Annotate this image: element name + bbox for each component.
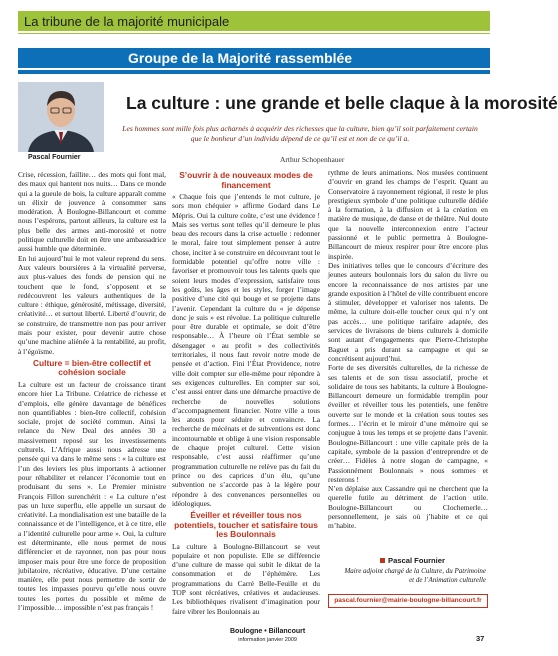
section-title: La tribune de la majorité municipale (24, 14, 230, 29)
article-headline: La culture : une grande et belle claque à la morosité (126, 93, 558, 113)
epigraph-author: Arthur Schopenhauer (280, 155, 345, 164)
photo-caption: Pascal Fournier (28, 154, 81, 161)
paragraph: En lui aujourd’hui le mot valeur reprend du sens. Aux valeurs boursières à la virtualité perverse, aux plus-values des fonds de pension qui ne touchent que le fond, s’opposent et se redécouvrent les valeurs authentiques de la culture : éthique, générosité, métissage, diversité, créativité… et surtout liberté. Liberté d’ouvrir, de se construire, de transmettre non pas pour arriver mais pour exister, pour devenir autre chose qu’une machine aliénée à la rentabilité, au profit, à l’égoïsme. (18, 253, 166, 356)
article-column-3 (328, 168, 488, 556)
subheading: S’ouvrir à de nouveaux modes de financement (179, 170, 313, 190)
subheading: Culture = bien-être collectif et cohésion sociale (33, 357, 151, 378)
banner-divider (18, 70, 490, 74)
paragraph: « Chaque fois que j’entends le mot culture, je sors mon chéquier » affirme Godard dans Le Mépris. Oui la culture coûte, c’est une évidence ! Mais ses vertus sont telles qu’il demeure le plus beau des recours dans la crise actuelle : redonner le moral, faire tout simplement penser à autre chose, inciter à se construire en découvrant tout le formidable potentiel qu’offre notre ville : favoriser et promouvoir tous les talents quels que soient leurs modes d’expression, satisfaire tous les goûts, les âges et les styles, forger l’image positive d’une cité qui bouge et se projette dans l’avenir. Cependant la culture du « je dépense donc je suis » est révolue. La politique culturelle pour être durable et optimale, se doit d’être responsable… À l’heure où l’État semble se désengager « au profit » des collectivités territoriales, il nous faut revoir notre mode de pensée et d’action. Fini l’État Providence, notre ville doit compter sur elle-même pour répondre à ses exigences culturelles. En compter sur soi, c’est aussi entrer dans une démarche proactive de recherche de nouvelles solutions d’accompagnement financier. Notre ville a tous les atouts pour séduire et convaincre. La recherche de mécénats et de subventions est donc incontournable et oblige à une vision responsable de chaque projet culturel. Cette vision responsable, c’est aussi réaffirmer qu’une programmation culturelle ne relève pas du fait du prince ou des caprices d’un élu, qu’une subvention ne s’accorde pas à la légère pour répondre à des convenances personnelles ou idéologiques. (172, 192, 320, 508)
paragraph: Crise, récession, faillite… des mots qui font mal, des maux qui hantent nos nuits… Dans ce monde qui a la gueule de bois, la culture apparaît comme un élixir de jouvence à consommer sans modération. À Boulogne-Billancourt et comme nous l’espérons, partout ailleurs, la culture est la plus belle des armes anti-morosité et notre politique culturelle doit en être une ambassadrice aussi humble que déterminée. (18, 170, 166, 254)
subheading: Éveiller et réveiller tous nos potentiels, toucher et satisfaire tous les Boulonnais (174, 510, 318, 540)
paragraph: Des initiatives telles que le concours d’écriture des jeunes auteurs boulonnais lors du salon du livre ou encore la reconnaissance de nos artistes par une grande exposition à l’hôtel de ville contribuent encore à stimuler, développer et valoriser nos talents. De même, la culture doit-elle toucher ceux qui n’y ont pas accès… une politique tarifaire adaptée, des services de livraisons de biens culturels à domicile sont autant d’engagements que Pierre-Christophe Baguet a pris durant sa campagne et qui se concrétisent aujourd’hui. (328, 260, 488, 363)
article-column-1 (18, 170, 166, 616)
signature-name: Pascal Fournier (388, 556, 445, 565)
signature (380, 556, 445, 565)
paragraph: N’en déplaise aux Cassandre qui ne cherchent que la querelle futile au détriment de l’action utile. Boulogne-Billancourt ou Clochemerle… personnellement, je sais où j’habite et ce qui m’habite. (328, 484, 488, 531)
signature-role: Maire adjoint chargé de la Culture, du Patrimoine et de l’Animation culturelle (344, 567, 486, 584)
page-number: 37 (476, 634, 485, 643)
publication-name: Boulogne • Billancourt (230, 628, 306, 635)
section-divider (18, 33, 490, 34)
paragraph: La culture est un facteur de croissance tirant encore hier La Tribune. Créatrice de richesse et d’emplois, elle génère davantage de bénéfices non quantifiables : bien-être collectif, cohésion sociale, projet de société commun. Ainsi la relance du New Deal des années 30 a massivement reposé sur les investissements culturels. L’Afrique aussi nous adresse une pensée qui va dans le même sens : « la culture est l’un des leviers les plus importants à actionner pour réhabiliter et relancer l’économie tout en produisant du sens ». Le Premier ministre François Fillon surenchérit : « La culture n’est pas un luxe superflu, elle appelle un sursaut de créativité. La mondialisation est une bataille de la connaissance et de l’intelligence, et à ce titre, elle a l’identité culturelle pour arme ». Oui, la culture est déterminante, elle nous permet de nous différencier et de rayonner, non pas pour nous imposer mais pour être une force de proposition jubilatoire, récréative, éducative. D’une certaine manière, elle peut nous permettre de sortir de toutes les impasses pourvu qu’elle nous ouvre toutes les portes du possible et même de l’impossible… impossible n’est pas français ! (18, 379, 166, 613)
banner-title: Groupe de la Majorité rassemblée (128, 50, 353, 66)
article-column-2 (172, 168, 320, 616)
paragraph: La culture à Boulogne-Billancourt se veut populaire et non populiste. Elle se différencie d’une culture de masse qui subit le diktat de la consommation et de l’éphémère. Les programmations du Carré Belle-Feuille et du TOP sont récréatives, créatives et audacieuses. Les bibliothèques rivalisent d’imagination pour faire vibrer les Boulonnais au (172, 541, 320, 616)
publication-footer (230, 628, 305, 644)
publication-issue: information janvier 2009 (238, 637, 297, 643)
email-link[interactable]: pascal.fournier@mairie-boulogne-billancourt.fr (328, 594, 488, 608)
group-banner (18, 48, 490, 68)
square-bullet-icon (380, 558, 385, 563)
author-photo (18, 82, 104, 152)
paragraph: rythme de leurs animations. Nos musées continuent d’ouvrir en grand les champs de l’esprit. Quant au Conservatoire à rayonnement régional, il reste le plus prestigieux symbole d’une politique culturelle dédiée à la formation, à la diffusion et à la création en matière de musique, de danse et de théâtre. Nul doute que la nouvelle interconnexion entre l’acteur passionné et le public permettra à Boulogne-Billancourt de mieux respirer pour être encore plus inspirée. (328, 168, 488, 261)
paragraph: Forte de ses diversités culturelles, de la richesse de ses talents et de son tissu associatif, proche et solidaire de tous ses habitants, la culture à Boulogne-Billancourt demeure un formidable tremplin pour éveiller et réveiller tous les potentiels, une fenêtre ouverte sur le monde et la création sous toutes ses formes… l’écrin et le miroir d’une mémoire qui se conjugue à tous les temps et se projette dans l’avenir. Boulogne-Billancourt : une ville capitale près de la capitale, symbole de la passion d’entreprendre et de créer… Fidèles à notre slogan de campagne, « Passionnément Boulonnais » nous sommes et resterons ! (328, 363, 488, 484)
epigraph-quote: Les hommes sont mille fois plus acharnés à acquérir des richesses que la culture, bien qu’il soit parfaitement certain que le bonheur d’un individu dépend de ce qu’il est et non de ce qu’il a. (122, 124, 478, 143)
section-header (18, 11, 490, 31)
